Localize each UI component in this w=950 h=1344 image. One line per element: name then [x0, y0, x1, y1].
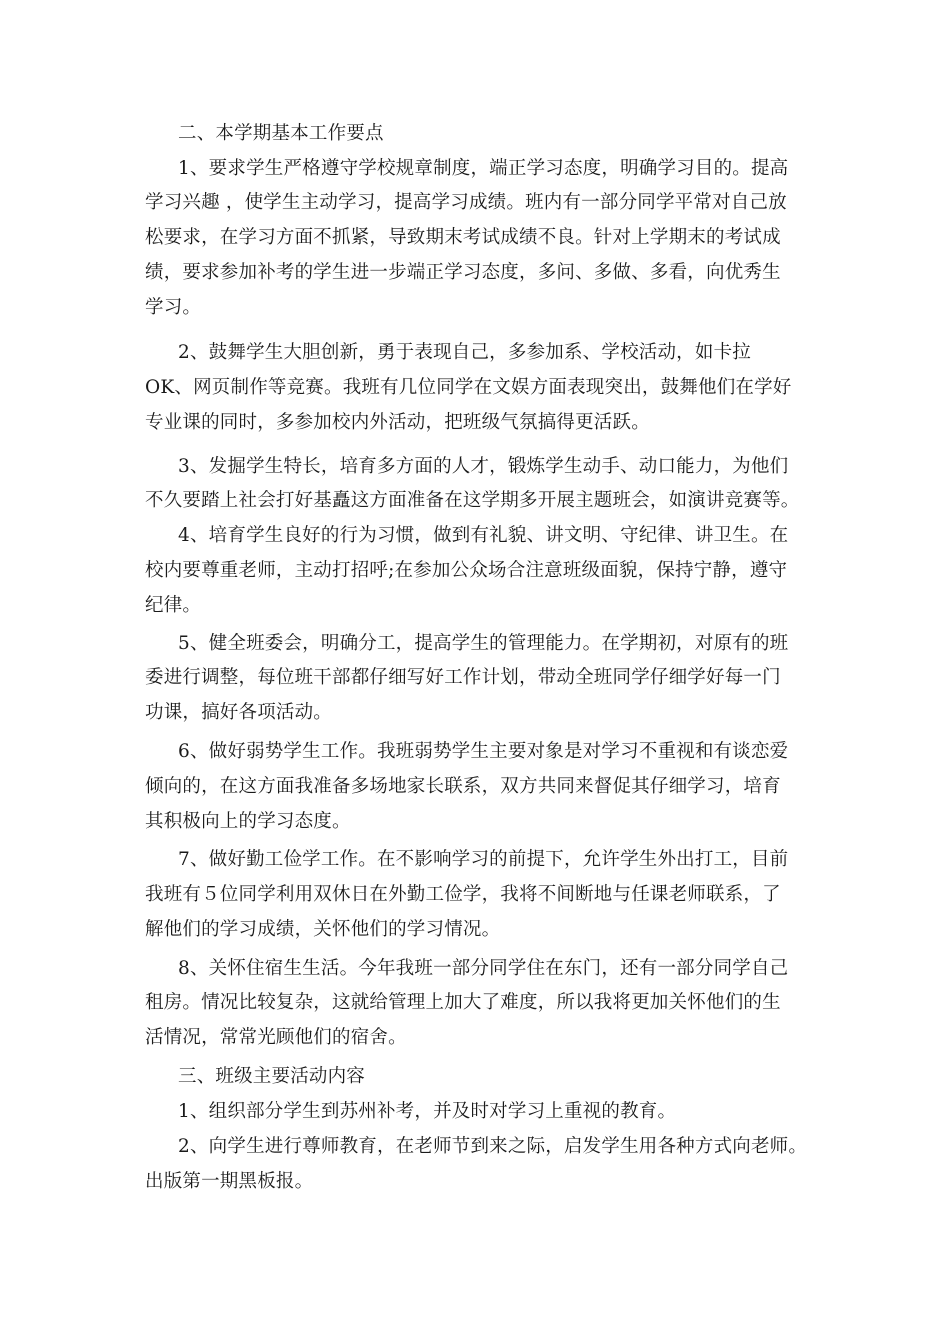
paragraph-line: 5、健全班委会，明确分工，提高学生的管理能力。在学期初，对原有的班	[178, 633, 789, 654]
paragraph-line: 出版第一期黑板报。	[145, 1171, 314, 1192]
paragraph-line: 纪律。	[145, 595, 202, 616]
paragraph-line: 1、组织部分学生到苏州补考，并及时对学习上重视的教育。	[178, 1101, 677, 1122]
paragraph-line: 活情况，常常光顾他们的宿舍。	[145, 1027, 407, 1048]
paragraph-line: 我班有５位同学利用双休日在外勤工俭学，我将不间断地与任课老师联系，了	[145, 884, 781, 905]
paragraph-line: 租房。情况比较复杂，这就给管理上加大了难度，所以我将更加关怀他们的生	[145, 992, 781, 1013]
paragraph-line: 8、关怀住宿生生活。今年我班一部分同学住在东门，还有一部分同学自己	[178, 958, 789, 979]
paragraph-line: 校内要尊重老师，主动打招呼;在参加公众场合注意班级面貌，保持宁静，遵守	[145, 560, 788, 581]
heading-section-two: 二、本学期基本工作要点	[178, 123, 384, 144]
paragraph-line: 6、做好弱势学生工作。我班弱势学生主要对象是对学习不重视和有谈恋爱	[178, 741, 789, 762]
paragraph-line: 2、鼓舞学生大胆创新，勇于表现自己，多参加系、学校活动，如卡拉	[178, 342, 751, 363]
paragraph-line: 学习兴趣 ，使学生主动学习，提高学习成绩。班内有一部分同学平常对自己放	[145, 192, 787, 213]
paragraph-line: 不久要踏上社会打好基矗这方面准备在这学期多开展主题班会，如演讲竞赛等。	[145, 490, 800, 511]
paragraph-line: 7、做好勤工俭学工作。在不影响学习的前提下，允许学生外出打工，目前	[178, 849, 789, 870]
paragraph-line: OK、网页制作等竞赛。我班有几位同学在文娱方面表现突出，鼓舞他们在学好	[145, 377, 792, 398]
paragraph-line: 绩，要求参加补考的学生进一步端正学习态度，多问、多做、多看，向优秀生	[145, 262, 781, 283]
paragraph-line: 委进行调整，每位班干部都仔细写好工作计划，带动全班同学仔细学好每一门	[145, 667, 781, 688]
paragraph-line: 其积极向上的学习态度。	[145, 811, 351, 832]
paragraph-line: 3、发掘学生特长，培育多方面的人才，锻炼学生动手、动口能力，为他们	[178, 456, 789, 477]
paragraph-line: 1、要求学生严格遵守学校规章制度，端正学习态度，明确学习目的。提高	[178, 158, 789, 179]
heading-section-three: 三、班级主要活动内容	[178, 1066, 366, 1087]
paragraph-line: 学习。	[145, 297, 202, 318]
paragraph-line: 倾向的，在这方面我准备多场地家长联系，双方共同来督促其仔细学习，培育	[145, 776, 781, 797]
paragraph-line: 松要求，在学习方面不抓紧，导致期末考试成绩不良。针对上学期末的考试成	[145, 227, 781, 248]
paragraph-line: 2、向学生进行尊师教育，在老师节到来之际，启发学生用各种方式向老师。	[178, 1136, 808, 1157]
paragraph-line: 解他们的学习成绩，关怀他们的学习情况。	[145, 919, 501, 940]
paragraph-line: 功课，搞好各项活动。	[145, 702, 333, 723]
paragraph-line: 4、培育学生良好的行为习惯，做到有礼貌、讲文明、守纪律、讲卫生。在	[178, 525, 789, 546]
paragraph-line: 专业课的同时，多参加校内外活动，把班级气氛搞得更活跃。	[145, 412, 650, 433]
